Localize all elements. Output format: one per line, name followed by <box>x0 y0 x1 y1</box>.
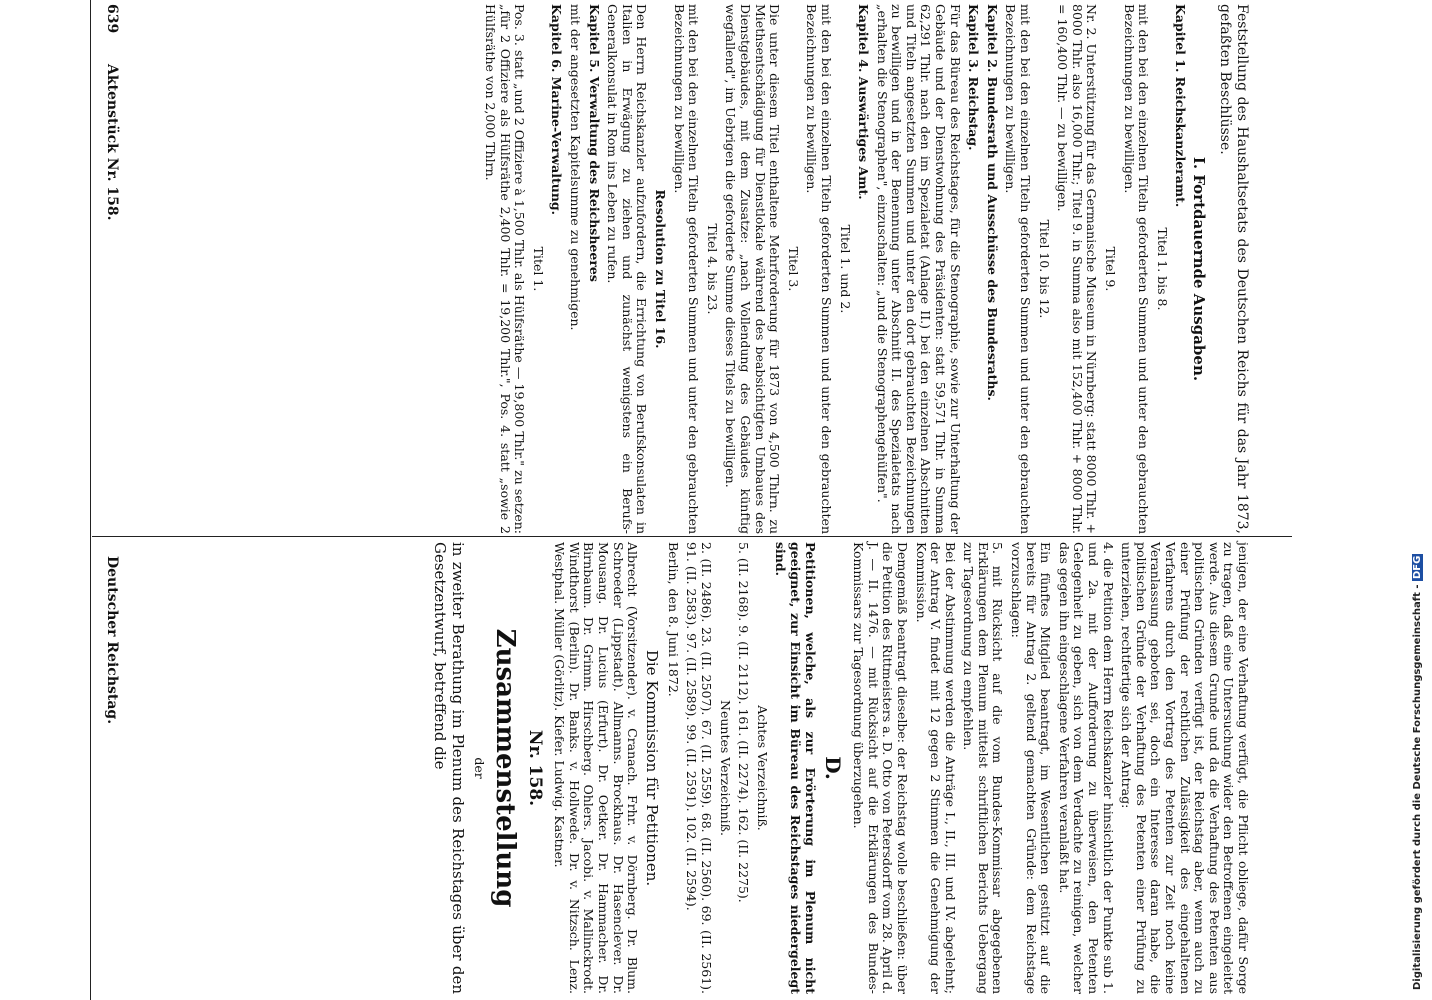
list-1-text: 5. (II. 2168). 9. (II. 2112). 161. (II. 2274). 162. (II. 2275). <box>736 542 752 903</box>
kapitel-1-titel-10: Titel 10. bis 12. <box>1036 219 1052 319</box>
kapitel-2-heading: Kapitel 2. Bundesrath und Ausschüsse des Bundesraths. <box>984 4 1000 401</box>
left-paragraph-6: Demgemäß beantragt dieselbe: der Reichstag wolle beschließen: über die Petition des Rittmeisters a. D. Otto von Petersdorff vom 28. April d. J. — II. 1476. — mit Rücksicht auf die Erklärungen des Bundes-Kommissars zur Tagesordnung überzugehen. <box>851 542 910 994</box>
der-line: der <box>471 757 487 779</box>
kapitel-4-titel-4: Titel 4. bis 23. <box>704 223 720 315</box>
kapitel-3-heading: Kapitel 3. Reichstag. <box>966 4 982 151</box>
left-paragraph-5: Bei der Abstimmung werden die Anträge I., II., III. und IV. abgelehnt; der Antrag V. findet mit 12 gegen 2 Stimmen die Genehmigung der Kommission. <box>913 542 958 994</box>
digitization-note-text: Digitalisierung gefördert durch die Deutsche Forschungsgemeinschaft - <box>1412 584 1423 990</box>
kapitel-4-titel-1: Titel 1. und 2. <box>837 224 853 314</box>
commission-title: Die Kommission für Petitionen. <box>643 649 662 887</box>
section-letter: D. <box>820 756 845 780</box>
left-paragraph-2: 4. die Petition dem Herrn Reichskanzler hinsichtlich der Punkte sub 1. und 2a. mit der Aufforderung zu überweisen, den Petenten Gelegenheit zu geben, sich von dem Verdachte zu reinigen, welcher das gegen ihn eingeschlagene Verfahren veranlaßt hat. <box>1056 542 1116 994</box>
commission-members: Albrecht (Vorsitzender). v. Cranach. Frhr. v. Dörnberg. Dr. Blum. Schroeder (Lippstadt). Allmanns. Brockhaus. Dr. Hasenclever. Dr. Mousang. Dr. Lucius (Erfurt). Dr. Oetker. Dr. Hammacher. Dr. Birnbaum. Dr. Grimm. Hirschberg. Ohlers. Jacobi. v. Mallinckrodt. Windthorst (Berlin). Dr. Banks. v. Hollwede. Dr. v. Nitzsch. Lenz. Westphal. Müller (Görlitz). Kiefer. Ludwig. Kastner. <box>552 542 641 994</box>
kapitel-1-titel-10-text: mit den bei den einzelnen Titeln geforderten Summen und unter den gebrauchten Bezeichnungen zu bewilligen. <box>1003 4 1034 534</box>
date-line: Berlin, den 8. Juni 1872. <box>665 542 681 697</box>
kapitel-4-titel-1-text: mit den bei den einzelnen Titeln geforderten Summen und unter den gebrauchten Bezeichnungen zu bewilligen. <box>804 4 834 534</box>
kapitel-5-text: mit der angesetzten Kapitelsumme zu genehmigen. <box>568 4 584 331</box>
kapitel-4-titel-3-text: Die unter diesem Titel enthaltene Mehrforderung für 1873 von 4,500 Thlrn. zu Miethsentschädigung für Dienstlokale während des beabsichtigten Umbaues des Dienstgebäudes, mit dem Zusatze: „nach Vollendung des Gebäudes künftig wegfallend", im Uebrigen die geforderte Summe dieses Titels zu bewilligen. <box>723 4 783 534</box>
list-2-text: 2. (II. 2486). 23. (II. 2507). 67. (II. 2559). 68. (II. 2560). 69. (II. 2561). 91. (II. 2583). 97. (II. 2589). 99. (II. 2591). 102. (II. 2594). <box>684 542 714 994</box>
kapitel-1-titel-9-text: Nr. 2. Unterstützung für das Germanische Museum in Nürnberg: statt 8000 Thlr. + 8000 Thlr. also 16,000 Thlr.; Titel 9. in Summa also mit 152,400 Thlr. + 8000 Thlr. = 160,400 Thlr. — zu bewilligen. <box>1055 4 1100 534</box>
right-column <box>92 4 1250 534</box>
kapitel-1-heading: Kapitel 1. Reichskanzleramt. <box>1173 4 1189 208</box>
nr-158-title: Nr. 158. <box>524 729 545 807</box>
kapitel-6-heading: Kapitel 6. Marine-Verwaltung. <box>549 4 565 216</box>
kapitel-4-titel-4-text: mit den bei den einzelnen Titeln geforderten Summen und unter den gebrauchten Bezeichnungen zu bewilligen. <box>671 4 702 534</box>
zusammenstellung-title: Zusammenstellung <box>489 628 520 908</box>
part-heading: I. Fortdauernde Ausgaben. <box>1190 156 1208 382</box>
header-rule <box>90 0 91 1000</box>
digitization-note <box>1412 554 1423 990</box>
left-paragraph-3: Ein fünftes Mitglied beantragt, im Wesentlichen gestützt auf die bereits für Antrag 2. geltend gemachten Gründe: dem Reichstage vorzuschlagen: <box>1009 542 1054 994</box>
kapitel-6-titel-1: Titel 1. <box>530 246 546 292</box>
dfg-logo: DFG <box>1412 555 1423 579</box>
left-column <box>92 542 1250 994</box>
kapitel-1-titel-9: Titel 9. <box>1103 246 1119 292</box>
section-intro: Petitionen, welche, als zur Erörterung im Plenum nicht geeignet, zur Einsicht im Büreau des Reichstages niedergelegt sind. <box>773 542 818 994</box>
left-paragraph-4: 5. mit Rücksicht auf die vom Bundes-Kommissar abgegebenen Erklärungen dem Plenum mittelst schriftlichen Berichts Uebergang zur Tagesordnung zu empfehlen. <box>961 542 1006 994</box>
kapitel-3-text: Für das Büreau des Reichstages, für die Stenographie, sowie zur Unterhaltung der Gebäude und der Dienstwohnung des Präsidenten: statt 59,571 Thlr. in Summa 62,291 Thlr. nach den im Spezialetat (Anlage II.) bei den einzelnen Abschnitten und Titeln angesetzten Summen und unter den dort gebrauchten Bezeichnungen zu bewilligen und in der Benennung unter Abschnitt II. des Spezialetats nach „erhalten die Stenographen", einzuschalten: „und die Stenographengehülfen". <box>874 4 963 534</box>
header-right-title: Aktenstück Nr. 158. <box>104 64 120 221</box>
kapitel-1-titel-1: Titel 1. bis 8. <box>1154 227 1170 311</box>
left-paragraph-1: jenigen, der eine Verhaftung verfügt, die Pflicht obliege, dafür Sorge zu tragen, daß eine Untersuchung wider den Betroffenen eingeleitet werde. Aus diesem Grunde und da die Verhaftung des Petenten aus politischen Gründen verfügt ist, der Reichstag aber, wenn auch zu einer Prüfung der rechtlichen Zulässigkeit des eingehaltenen Verfahrens durch den Vortrag des Petenten zur Zeit noch keine Veranlassung geboten sei, doch ein Interesse daran habe, die politischen Gründe der Verhaftung des Petenten einer Prüfung zu unterziehen, rechtfertige sich der Antrag: <box>1119 542 1251 994</box>
header-left-title: Deutscher Reichstag. <box>104 556 120 725</box>
right-intro: Feststellung des Haushaltsetats des Deutschen Reichs für das Jahr 1873, gefaßten Beschlüsse. <box>1217 4 1250 534</box>
kapitel-4-heading: Kapitel 4. Auswärtiges Amt. <box>856 4 872 200</box>
kapitel-5-heading: Kapitel 5. Verwaltung des Reichsheeres <box>586 4 602 282</box>
column-divider <box>92 536 1292 537</box>
zusammenstellung-subtitle: in zweiter Berathung im Plenum des Reichstages über den Gesetzentwurf, betreffend die <box>431 542 468 994</box>
resolution-title: Resolution zu Titel 16. <box>653 189 668 349</box>
header-page-number: 639 <box>104 4 120 34</box>
resolution-text: Den Herrn Reichskanzler aufzufordern, die Errichtung von Berufskonsulaten in Italien in Erwägung zu ziehen und zunächst wenigstens ein Berufs-Generalkonsulat in Rom ins Leben zu rufen. <box>605 4 650 534</box>
kapitel-1-titel-1-text: mit den bei den einzelnen Titeln geforderten Summen und unter den gebrauchten Bezeichnungen zu bewilligen. <box>1121 4 1152 534</box>
list-2-title: Neuntes Verzeichniß. <box>717 700 733 836</box>
kapitel-4-titel-3: Titel 3. <box>785 246 801 292</box>
kapitel-6-titel-1-text: Pos. 3. statt „und 2 Offiziere à 1,500 Thlr. als Hülfsräthe — 19,800 Thlr." zu setzen: „für 2 Offiziere als Hülfsräthe 2,400 Thlr. = 19,200 Thlr.", Pos. 4. statt „sowie 2 Hülfsräthe von 2,000 Thlrn. <box>483 4 528 534</box>
list-1-title: Achtes Verzeichniß. <box>754 705 770 831</box>
